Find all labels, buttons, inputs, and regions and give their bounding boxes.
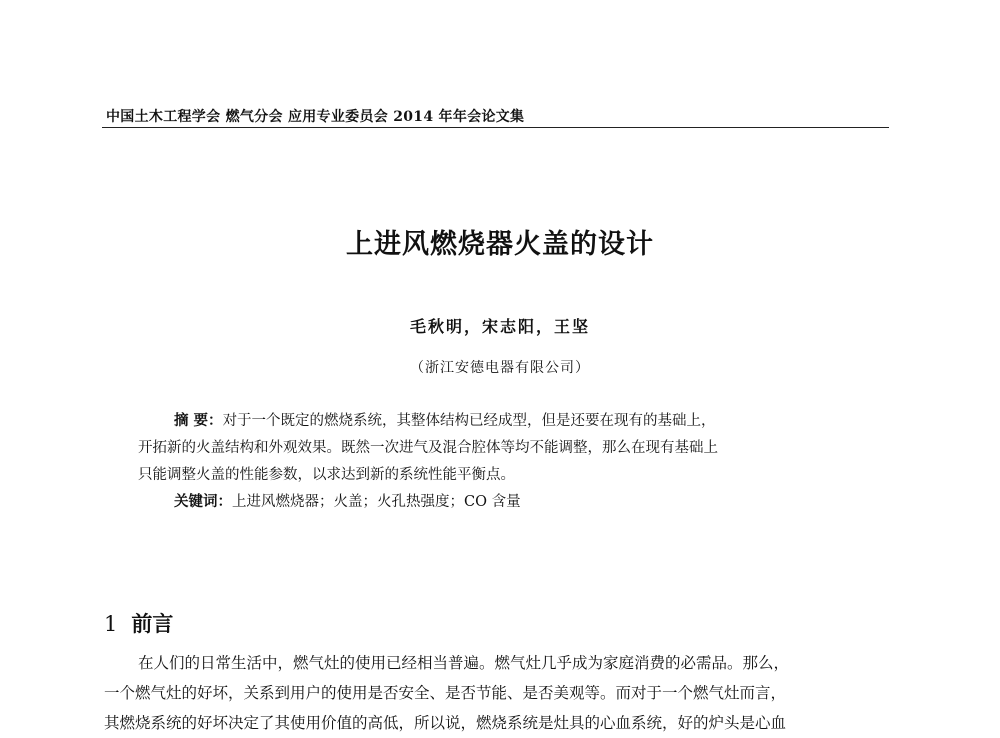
section-title: 前言 [131,612,174,636]
header-rule [102,127,889,128]
abstract-line: 开拓新的火盖结构和外观效果。既然一次进气及混合腔体等均不能调整，那么在现有基础上 [138,440,718,456]
section-body [104,648,904,738]
running-header: 中国土木工程学会 燃气分会 应用专业委员会 2014 年年会论文集 [106,109,525,125]
abstract-block [138,408,858,516]
abstract-text: 对于一个既定的燃烧系统，其整体结构已经成型，但是还要在现有的基础上， [222,413,716,429]
body-line: 在人们的日常生活中，燃气灶的使用已经相当普遍。燃气灶几乎成为家庭消费的必需品。那么， [138,654,790,672]
body-line: 一个燃气灶的好坏，关系到用户的使用是否安全、是否节能、是否美观等。而对于一个燃气灶而言， [104,684,787,702]
section-number: 1 [104,612,118,636]
paper-affiliation: （浙江安德电器有限公司） [410,360,590,376]
abstract-line [138,408,858,435]
paper-title: 上进风燃烧器火盖的设计 [346,229,654,260]
body-line: 其燃烧系统的好坏决定了其使用价值的高低，所以说，燃烧系统是灶具的心血系统，好的炉头是心血 [104,714,787,732]
keywords-label: 关键词： [174,494,232,510]
section-heading [104,608,173,638]
keywords-text: 上进风燃烧器；火盖；火孔热强度；CO 含量 [232,494,521,510]
abstract-line: 只能调整火盖的性能参数，以求达到新的系统性能平衡点。 [138,467,515,483]
keywords-line [138,489,858,516]
abstract-label: 摘 要： [174,413,223,429]
paper-authors: 毛秋明，宋志阳，王坚 [409,317,590,336]
